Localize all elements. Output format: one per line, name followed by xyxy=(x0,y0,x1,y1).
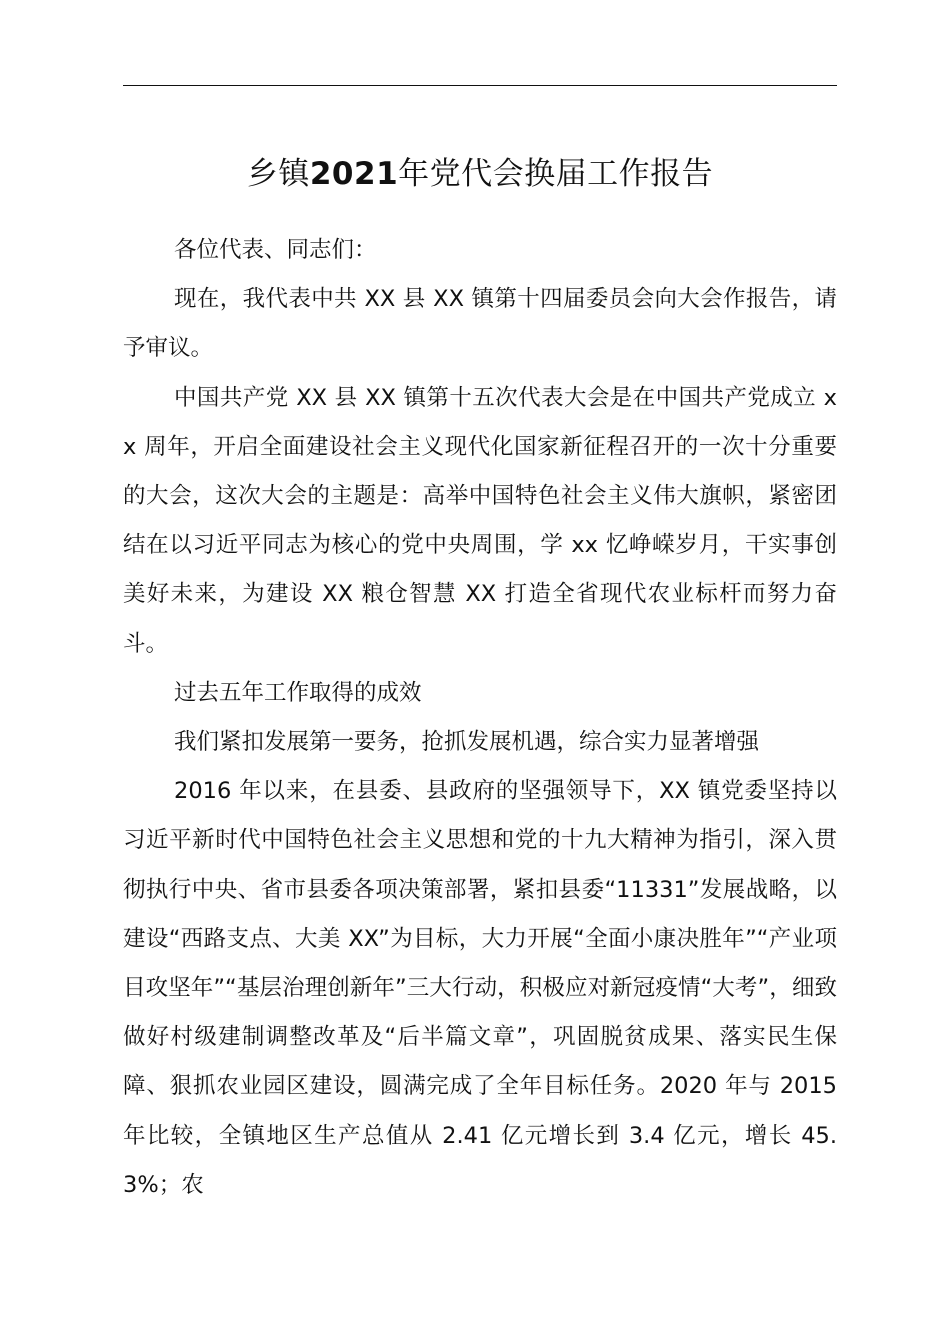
title-suffix: 年党代会换届工作报告 xyxy=(398,156,714,192)
title-prefix: 乡镇 xyxy=(246,156,310,192)
paragraph-congress-theme: 中国共产党 XX 县 XX 镇第十五次代表大会是在中国共产党成立 xx 周年，开启全面建设社会主义现代化国家新征程召开的一次十分重要的大会，这次大会的主题是：高举中国特色社会主义伟大旗帜，紧密团结在以习近平同志为核心的党中央周围，学 xx 忆峥嵘岁月，干实事创美好未来，为建设 XX 粮仓智慧 XX 打造全省现代农业标杆而努力奋斗。 xyxy=(123,384,837,657)
header-rule xyxy=(123,85,837,86)
section-heading: 过去五年工作取得的成效 xyxy=(174,679,422,706)
paragraph-report-intro: 现在，我代表中共 XX 县 XX 镇第十四届委员会向大会作报告，请予审议。 xyxy=(123,286,837,362)
salutation: 各位代表、同志们： xyxy=(174,237,377,263)
subsection-heading: 我们紧扣发展第一要务，抢抓发展机遇，综合实力显著增强 xyxy=(174,729,760,756)
paragraph-achievements: 2016 年以来，在县委、县政府的坚强领导下，XX 镇党委坚持以习近平新时代中国特色社会主义思想和党的十九大精神为指引，深入贯彻执行中央、省市县委各项决策部署，紧扣县委“11331”发展战略，以建设“西路支点、大美 XX”为目标，大力开展“全面小康决胜年”“产业项目攻坚年”“基层治理创新年”三大行动，积极应对新冠疫情“大考”，细致做好村级建制调整改革及“后半篇文章”，巩固脱贫成果、落实民生保障、狠抓农业园区建设，圆满完成了全年目标任务。2020 年与 2015 年比较，全镇地区生产总值从 2.41 亿元增长到 3.4 亿元，增长 45.3%；农 xyxy=(123,778,837,1198)
document-title xyxy=(123,150,837,198)
title-year: 2021 xyxy=(309,156,399,192)
document-body xyxy=(123,226,837,1210)
